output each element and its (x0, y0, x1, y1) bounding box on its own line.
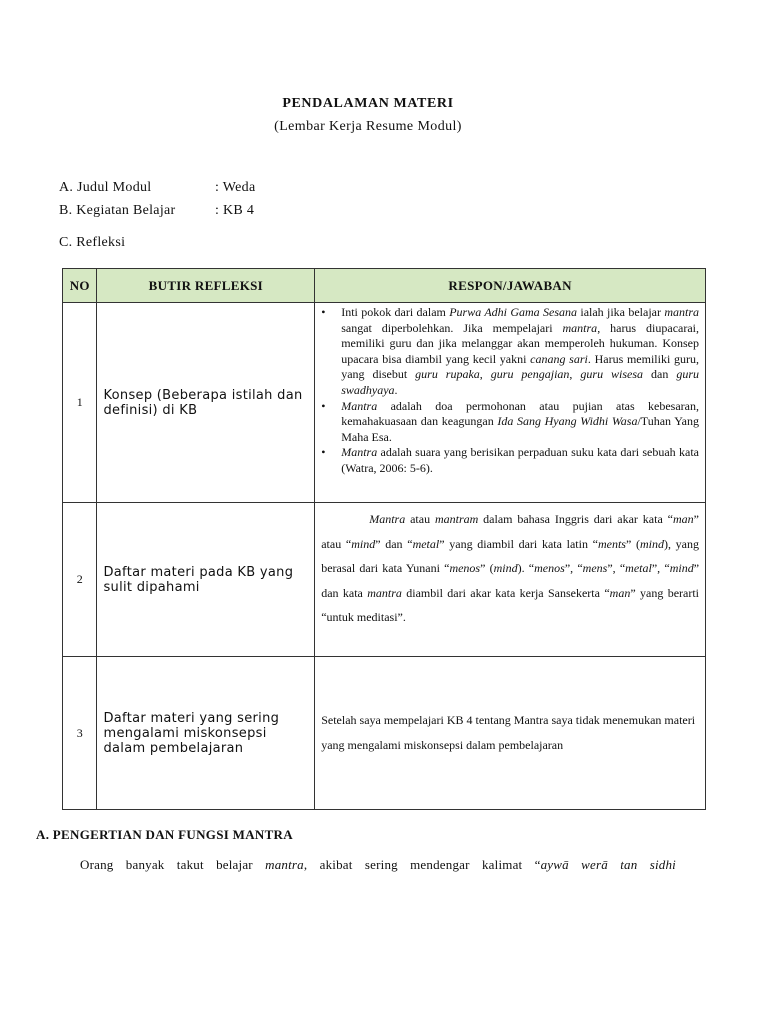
meta-refleksi-label: C. Refleksi (59, 235, 126, 250)
page-title: PENDALAMAN MATERI (282, 96, 454, 111)
row-no: 3 (63, 657, 97, 810)
meta-judul-value: : Weda (215, 180, 256, 195)
meta-kegiatan-label: B. Kegiatan Belajar (59, 203, 176, 218)
list-item: • Inti pokok dari dalam Purwa Adhi Gama Sesana ialah jika belajar mantra sangat diperbolehkan. Jika mempelajari mantra, harus diupacarai, memiliki guru dan jika melanggar akan memperoleh hukuman. Konsep upacara bisa diambil yang kecil yakni canang sari. Harus memiliki guru, yang disebut guru rupaka, guru pengajian, guru wisesa dan guru swadhyaya. (341, 305, 699, 399)
header-respon: RESPON/JAWABAN (315, 269, 706, 303)
row-no: 2 (63, 503, 97, 657)
table-header-row (63, 269, 706, 303)
row-respon (315, 503, 706, 657)
header-butir: BUTIR REFLEKSI (97, 269, 315, 303)
meta-kegiatan-row (59, 203, 254, 219)
meta-judul-label: A. Judul Modul (59, 180, 152, 195)
row-respon (315, 303, 706, 503)
row-butir: Konsep (Beberapa istilah dan definisi) di KB (97, 303, 315, 503)
table-row (63, 657, 706, 810)
header-no: NO (63, 269, 97, 303)
list-item: • Mantra adalah suara yang berisikan perpaduan suku kata dari sebuah kata (Watra, 2006: 5-6). (341, 445, 699, 476)
row-respon (315, 657, 706, 810)
row-no: 1 (63, 303, 97, 503)
respon-paragraph: Mantra atau mantram dalam bahasa Inggris dari akar kata “man” atau “mind” dan “metal” yang diambil dari kata latin “ments” (mind), yang berasal dari kata Yunani “menos” (mind). “menos”, “mens”, “metal”, “mind” dan kata mantra diambil dari akar kata kerja Sansekerta “man” yang berarti “untuk meditasi”. (321, 512, 700, 624)
respon-paragraph: Setelah saya mempelajari KB 4 tentang Mantra saya tidak menemukan materi yang mengalami miskonsepsi dalam pembelajaran (321, 713, 696, 752)
reflection-table (62, 268, 706, 810)
table-row (63, 303, 706, 503)
list-item: • Mantra adalah doa permohonan atau pujian atas kebesaran, kemahakuasaan dan keagungan Ida Sang Hyang Widhi Wasa/Tuhan Yang Maha Esa. (341, 399, 699, 446)
meta-kegiatan-value: : KB 4 (215, 203, 255, 218)
row-butir: Daftar materi pada KB yang sulit dipahami (97, 503, 315, 657)
row-butir: Daftar materi yang sering mengalami miskonsepsi dalam pembelajaran (97, 657, 315, 810)
respon-bullet-list (315, 303, 705, 479)
body-paragraph: Orang banyak takut belajar mantra, akibat sering mendengar kalimat “aywā werā tan sidhi (80, 857, 676, 872)
page-subtitle: (Lembar Kerja Resume Modul) (274, 119, 462, 134)
meta-judul-row (59, 180, 255, 196)
section-heading: A. PENGERTIAN DAN FUNGSI MANTRA (36, 827, 293, 842)
table-row (63, 503, 706, 657)
